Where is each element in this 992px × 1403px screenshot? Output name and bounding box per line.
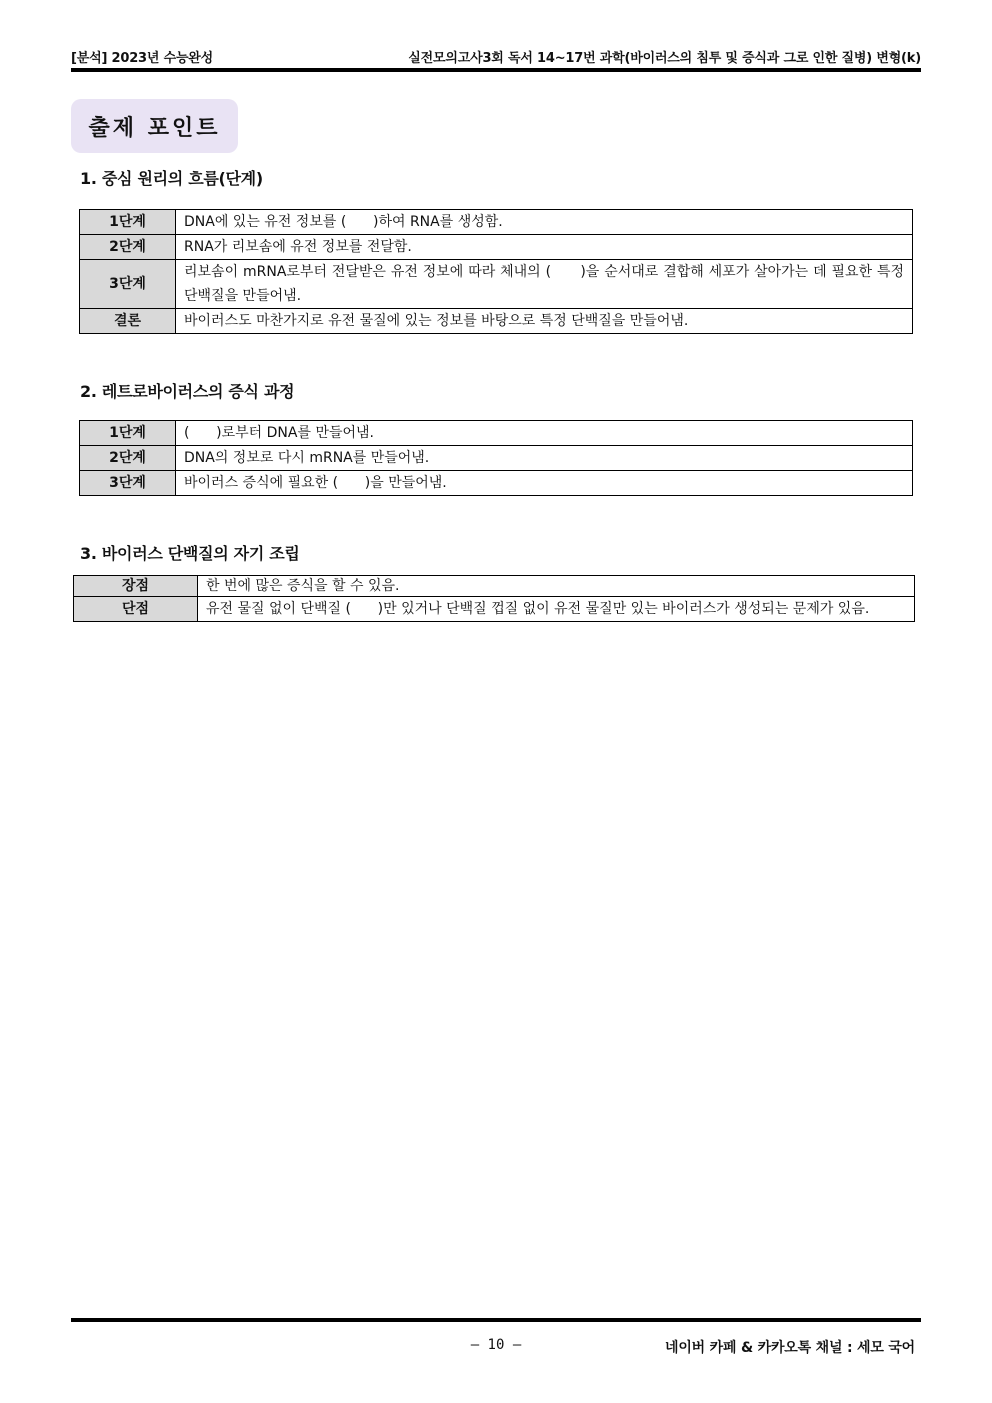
row-text: DNA의 정보로 다시 mRNA를 만들어냄. (176, 446, 913, 471)
table-row (80, 421, 913, 446)
section1-table (79, 209, 913, 334)
table-row (80, 210, 913, 235)
row-text: 바이러스도 마찬가지로 유전 물질에 있는 정보를 바탕으로 특정 단백질을 만들어냄. (176, 309, 913, 334)
table-row (74, 597, 915, 622)
table-row (80, 471, 913, 496)
point-title: 출제 포인트 (88, 115, 221, 141)
row-text: 한 번에 많은 증식을 할 수 있음. (198, 576, 915, 597)
table-row (74, 576, 915, 597)
row-label: 2단계 (80, 446, 176, 471)
row-label: 장점 (74, 576, 198, 597)
section3-title: 3. 바이러스 단백질의 자기 조립 (80, 544, 300, 563)
row-text: 리보솜이 mRNA로부터 전달받은 유전 정보에 따라 체내의 ( )을 순서대로 결합해 세포가 살아가는 데 필요한 특정 단백질을 만들어냄. (176, 260, 913, 309)
page-header (71, 42, 921, 66)
table-row (80, 309, 913, 334)
header-left: [분석] 2023년 수능완성 (71, 51, 214, 66)
row-text: ( )로부터 DNA를 만들어냄. (176, 421, 913, 446)
header-rule (71, 68, 921, 72)
point-title-box (71, 99, 238, 153)
row-text: 유전 물질 없이 단백질 ( )만 있거나 단백질 껍질 없이 유전 물질만 있는 바이러스가 생성되는 문제가 있음. (198, 597, 915, 622)
row-text: 바이러스 증식에 필요한 ( )을 만들어냄. (176, 471, 913, 496)
footer-rule (71, 1318, 921, 1322)
section3-table (73, 575, 915, 622)
row-label: 3단계 (80, 471, 176, 496)
row-label: 단점 (74, 597, 198, 622)
section1-title: 1. 중심 원리의 흐름(단계) (80, 169, 263, 188)
row-label: 1단계 (80, 210, 176, 235)
header-right: 실전모의고사3회 독서 14~17번 과학(바이러스의 침투 및 증식과 그로 인한 질병) 변형(k) (408, 51, 921, 66)
table-row (80, 235, 913, 260)
row-label: 1단계 (80, 421, 176, 446)
row-text: RNA가 리보솜에 유전 정보를 전달함. (176, 235, 913, 260)
section2-title: 2. 레트로바이러스의 증식 과정 (80, 382, 295, 401)
row-label: 3단계 (80, 260, 176, 309)
row-text: DNA에 있는 유전 정보를 ( )하여 RNA를 생성함. (176, 210, 913, 235)
section2-table (79, 420, 913, 496)
table-row (80, 446, 913, 471)
footer-credit: 네이버 카페 & 카카오톡 채널 : 세모 국어 (665, 1340, 915, 1356)
row-label: 결론 (80, 309, 176, 334)
page-number: – 10 – (470, 1337, 522, 1353)
table-row (80, 260, 913, 309)
row-label: 2단계 (80, 235, 176, 260)
